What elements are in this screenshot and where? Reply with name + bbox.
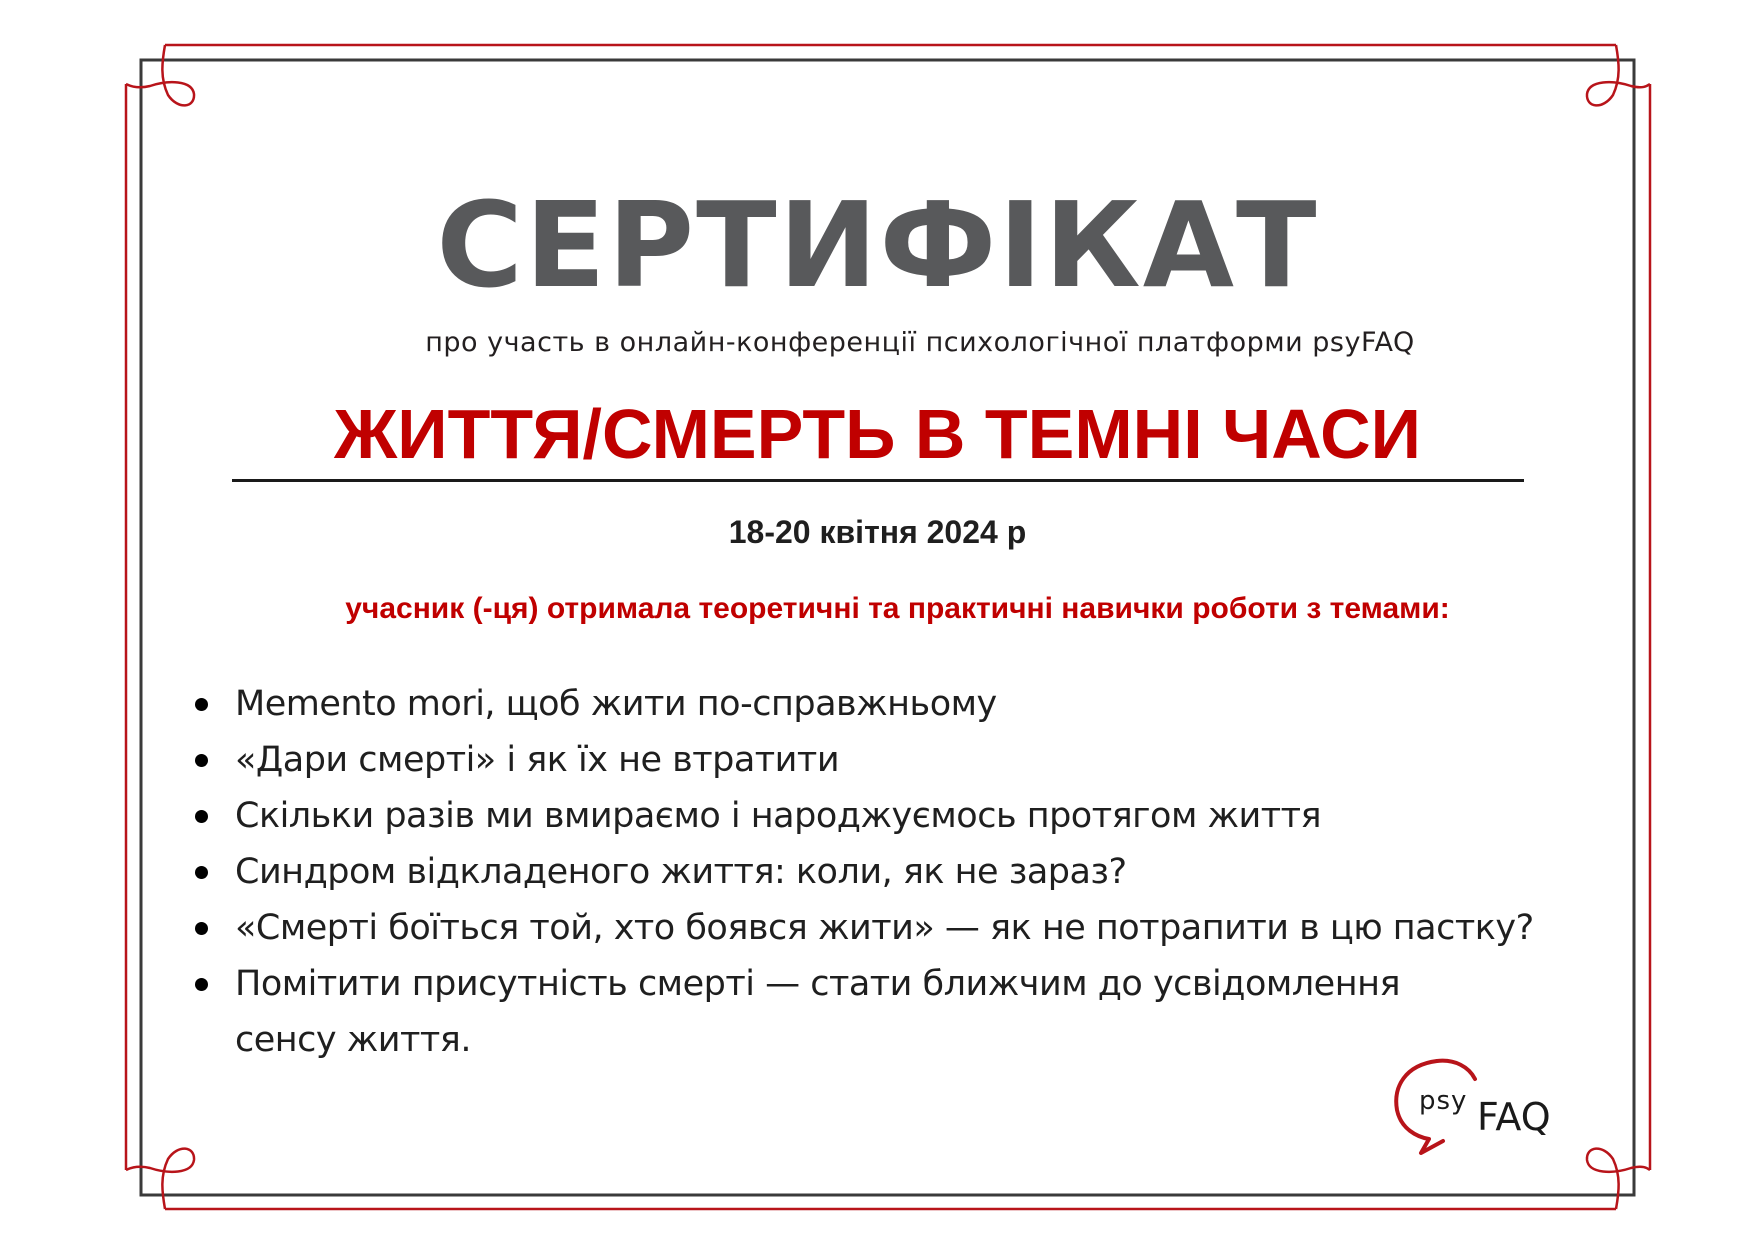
title-divider xyxy=(232,479,1524,482)
skills-intro: учасник (-ця) отримала теоретичні та практичні навички роботи з темами: xyxy=(345,592,1450,625)
topic-text: «Дари смерті» і як їх не втратити xyxy=(235,740,840,780)
topic-item xyxy=(195,956,1415,1068)
logo-faq-text: FAQ xyxy=(1477,1095,1551,1139)
bullet-icon xyxy=(195,866,208,879)
topic-item xyxy=(195,900,1565,956)
topic-item xyxy=(195,732,1565,788)
logo-psy-text: psy xyxy=(1419,1086,1468,1116)
psyfaq-logo xyxy=(1385,1055,1575,1155)
topic-text: Синдром відкладеного життя: коли, як не зараз? xyxy=(235,852,1127,892)
topic-item xyxy=(195,788,1565,844)
event-name: ЖИТТЯ/СМЕРТЬ В ТЕМНІ ЧАСИ xyxy=(334,395,1421,473)
topic-text: Memento mori, щоб жити по-справжньому xyxy=(235,684,997,724)
topic-item xyxy=(195,676,1565,732)
bullet-icon xyxy=(195,922,208,935)
topic-text: Скільки разів ми вмираємо і народжуємось протягом життя xyxy=(235,796,1322,836)
topic-text: «Смерті боїться той, хто боявся жити» — як не потрапити в цю пастку? xyxy=(235,908,1534,948)
certificate-subtitle: про участь в онлайн-конференції психологічної платформи psyFAQ xyxy=(425,327,1415,358)
certificate-title: СЕРТИФІКАТ xyxy=(436,176,1319,314)
topics-list xyxy=(195,676,1565,1068)
event-dates: 18-20 квітня 2024 р xyxy=(728,514,1027,550)
bullet-icon xyxy=(195,698,208,711)
bullet-icon xyxy=(195,978,208,991)
bullet-icon xyxy=(195,810,208,823)
topic-item xyxy=(195,844,1565,900)
bullet-icon xyxy=(195,754,208,767)
topic-text: Помітити присутність смерті — стати ближчим до усвідомлення сенсу життя. xyxy=(235,964,1401,1060)
